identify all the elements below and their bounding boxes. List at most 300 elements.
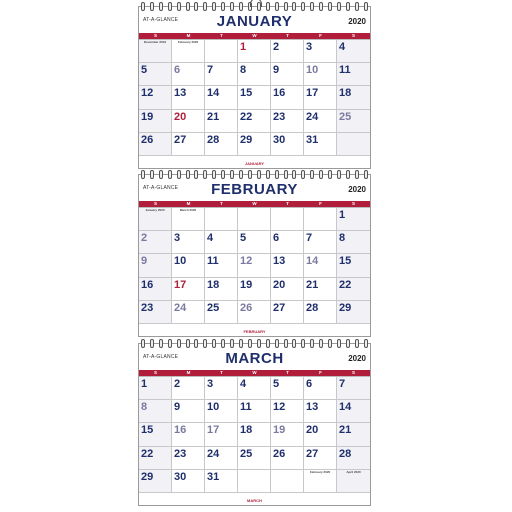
day-cell[interactable]: [271, 110, 304, 133]
spiral-ring: [177, 339, 181, 348]
weekday-label: W: [252, 201, 257, 206]
day-cell[interactable]: [205, 447, 238, 470]
month-title: FEBRUARY: [211, 181, 298, 198]
day-cell[interactable]: [238, 133, 271, 156]
day-cell[interactable]: [271, 86, 304, 109]
day-number: 11: [207, 255, 219, 268]
day-cell[interactable]: [271, 301, 304, 324]
day-number: 1: [240, 41, 247, 53]
day-cell[interactable]: [271, 40, 304, 63]
spiral-ring: [230, 339, 234, 348]
day-number: 30: [273, 133, 286, 146]
day-number: 16: [174, 424, 187, 437]
empty-day-cell[interactable]: [205, 40, 238, 63]
mini-calendar-title: February 2020: [309, 469, 331, 474]
day-cell[interactable]: [238, 301, 271, 324]
empty-day-cell[interactable]: [271, 470, 304, 493]
mini-calendar-title: February 2020: [177, 40, 199, 44]
spiral-ring: [186, 170, 190, 179]
day-cell[interactable]: [238, 447, 271, 470]
spiral-ring: [328, 339, 332, 348]
day-number: 20: [273, 278, 286, 291]
spiral-ring: [221, 339, 225, 348]
day-number: 31: [306, 133, 319, 146]
spiral-ring: [337, 2, 341, 11]
day-number: 20: [174, 110, 187, 123]
day-number: 12: [141, 87, 154, 100]
spiral-ring: [310, 339, 314, 348]
day-number: 10: [207, 401, 220, 414]
day-cell[interactable]: [205, 110, 238, 133]
empty-day-cell[interactable]: [139, 40, 172, 63]
day-number: 17: [306, 87, 319, 100]
day-number: 26: [240, 301, 253, 314]
day-number: 15: [339, 255, 352, 268]
day-cell[interactable]: [205, 470, 238, 493]
spiral-ring: [284, 170, 288, 179]
day-number: 13: [273, 255, 286, 268]
day-number: 4: [339, 41, 346, 53]
spiral-ring: [221, 2, 225, 11]
spiral-ring: [168, 170, 172, 179]
spiral-ring: [355, 170, 359, 179]
spiral-ring: [212, 339, 216, 348]
spiral-ring: [266, 2, 270, 11]
day-cell[interactable]: [271, 423, 304, 446]
spiral-ring: [346, 339, 350, 348]
day-cell[interactable]: [139, 400, 172, 423]
day-cell[interactable]: [271, 377, 304, 400]
day-cell[interactable]: [205, 278, 238, 301]
day-number: 25: [240, 447, 253, 460]
day-cell[interactable]: [337, 400, 370, 423]
spiral-ring: [337, 339, 341, 348]
day-number: 8: [339, 232, 346, 245]
day-cell[interactable]: [238, 278, 271, 301]
day-cell[interactable]: [205, 301, 238, 324]
spiral-ring: [301, 339, 305, 348]
spiral-ring: [194, 170, 198, 179]
day-number: 24: [306, 110, 319, 123]
day-number: 9: [141, 255, 148, 268]
day-cell[interactable]: [304, 86, 337, 109]
day-number: 29: [240, 133, 253, 146]
empty-day-cell[interactable]: [337, 470, 370, 493]
spiral-ring: [257, 170, 261, 179]
month-title: JANUARY: [216, 13, 293, 30]
day-cell[interactable]: [304, 254, 337, 277]
weekday-label: T: [286, 370, 289, 375]
spiral-ring: [275, 170, 279, 179]
day-cell[interactable]: [205, 400, 238, 423]
day-number: 25: [339, 110, 352, 123]
day-grid: [139, 207, 370, 324]
spiral-binding: [137, 339, 372, 349]
spiral-ring: [141, 2, 145, 11]
spiral-ring: [292, 170, 296, 179]
year-label: 2020: [348, 354, 366, 363]
empty-day-cell[interactable]: [205, 208, 238, 231]
mini-calendar-title: April 2020: [346, 469, 361, 474]
spiral-ring: [275, 339, 279, 348]
day-number: 29: [141, 470, 154, 483]
empty-day-cell[interactable]: [238, 470, 271, 493]
day-cell[interactable]: [337, 423, 370, 446]
day-cell[interactable]: [337, 254, 370, 277]
spiral-ring: [159, 170, 163, 179]
spiral-ring: [284, 2, 288, 11]
day-number: 13: [306, 401, 319, 414]
spiral-ring: [150, 339, 154, 348]
day-number: 26: [273, 447, 286, 460]
day-cell[interactable]: [271, 254, 304, 277]
spiral-ring: [319, 339, 323, 348]
day-cell[interactable]: [172, 231, 205, 254]
spiral-ring: [292, 339, 296, 348]
day-number: 6: [306, 378, 313, 390]
day-cell[interactable]: [271, 400, 304, 423]
day-number: 31: [207, 470, 220, 483]
weekday-label: S: [351, 33, 355, 38]
weekday-label: F: [319, 201, 322, 206]
spiral-ring: [310, 170, 314, 179]
day-cell[interactable]: [337, 301, 370, 324]
day-number: 5: [141, 64, 148, 77]
day-number: 26: [141, 133, 154, 146]
empty-day-cell[interactable]: [238, 208, 271, 231]
day-number: 7: [207, 64, 214, 77]
day-cell[interactable]: [337, 278, 370, 301]
spiral-ring: [301, 2, 305, 11]
hanger-hook: [250, 0, 262, 7]
spiral-ring: [364, 339, 368, 348]
day-number: 14: [306, 255, 319, 268]
day-cell[interactable]: [205, 423, 238, 446]
day-number: 28: [306, 301, 319, 314]
spiral-ring: [239, 339, 243, 348]
day-number: 27: [306, 447, 319, 460]
spiral-ring: [275, 2, 279, 11]
day-cell[interactable]: [139, 423, 172, 446]
weekday-label: T: [286, 201, 289, 206]
weekday-label: S: [153, 201, 157, 206]
day-cell[interactable]: [271, 63, 304, 86]
day-cell[interactable]: [304, 423, 337, 446]
spiral-ring: [141, 339, 145, 348]
day-cell[interactable]: [205, 86, 238, 109]
spiral-ring: [248, 339, 252, 348]
brand-logo: AT-A-GLANCE: [143, 17, 179, 23]
day-cell[interactable]: [337, 63, 370, 86]
day-number: 28: [207, 133, 220, 146]
day-number: 11: [240, 401, 252, 414]
day-number: 24: [207, 447, 220, 460]
day-number: 2: [273, 41, 280, 53]
day-number: 17: [207, 424, 220, 437]
spiral-ring: [355, 339, 359, 348]
day-number: 21: [207, 110, 220, 123]
spiral-ring: [168, 339, 172, 348]
empty-day-cell[interactable]: [337, 133, 370, 156]
spiral-ring: [355, 2, 359, 11]
day-cell[interactable]: [271, 133, 304, 156]
day-number: 8: [141, 401, 148, 414]
day-cell[interactable]: [139, 254, 172, 277]
empty-day-cell[interactable]: [304, 208, 337, 231]
weekday-label: W: [252, 33, 257, 38]
day-number: 12: [240, 255, 253, 268]
day-number: 18: [207, 278, 220, 291]
day-cell[interactable]: [304, 377, 337, 400]
day-cell[interactable]: [139, 278, 172, 301]
day-number: 17: [174, 278, 187, 291]
day-number: 30: [174, 470, 187, 483]
day-cell[interactable]: [139, 231, 172, 254]
day-cell[interactable]: [238, 254, 271, 277]
mini-calendar-title: December 2019: [143, 40, 166, 44]
day-number: 3: [306, 41, 313, 53]
day-cell[interactable]: [304, 301, 337, 324]
day-number: 19: [240, 278, 253, 291]
spiral-ring: [257, 339, 261, 348]
weekday-label: M: [186, 201, 191, 206]
empty-day-cell[interactable]: [172, 40, 205, 63]
day-number: 18: [240, 424, 253, 437]
day-number: 4: [207, 232, 214, 245]
spiral-ring: [301, 170, 305, 179]
weekday-label: S: [351, 201, 355, 206]
spiral-ring: [177, 2, 181, 11]
spiral-ring: [168, 2, 172, 11]
day-number: 22: [240, 110, 253, 123]
day-number: 8: [240, 64, 247, 77]
day-number: 27: [174, 133, 187, 146]
weekday-label: M: [186, 33, 191, 38]
day-cell[interactable]: [238, 377, 271, 400]
spiral-ring: [328, 2, 332, 11]
day-cell[interactable]: [238, 40, 271, 63]
day-cell[interactable]: [139, 63, 172, 86]
spiral-ring: [177, 170, 181, 179]
spiral-ring: [230, 2, 234, 11]
day-number: 9: [273, 64, 280, 77]
brand-logo: AT-A-GLANCE: [143, 185, 179, 191]
spiral-ring: [203, 2, 207, 11]
spiral-ring: [159, 2, 163, 11]
day-cell[interactable]: [304, 231, 337, 254]
day-cell[interactable]: [304, 447, 337, 470]
month-footer-label: JANUARY: [244, 161, 265, 166]
spiral-ring: [194, 2, 198, 11]
day-cell[interactable]: [172, 301, 205, 324]
mini-calendar: [140, 209, 170, 212]
empty-day-cell[interactable]: [139, 208, 172, 231]
day-cell[interactable]: [271, 447, 304, 470]
spiral-ring: [319, 2, 323, 11]
day-number: 23: [273, 110, 286, 123]
day-number: 4: [240, 378, 247, 390]
mini-calendar: [338, 471, 369, 474]
day-number: 12: [273, 401, 286, 414]
day-cell[interactable]: [304, 110, 337, 133]
day-cell[interactable]: [271, 278, 304, 301]
day-cell[interactable]: [304, 63, 337, 86]
day-cell[interactable]: [238, 110, 271, 133]
weekday-label: S: [153, 370, 157, 375]
day-cell[interactable]: [205, 254, 238, 277]
day-cell[interactable]: [205, 133, 238, 156]
day-cell[interactable]: [304, 40, 337, 63]
day-number: 19: [273, 424, 286, 437]
day-cell[interactable]: [205, 377, 238, 400]
spiral-ring: [212, 2, 216, 11]
empty-day-cell[interactable]: [172, 208, 205, 231]
day-number: 9: [174, 401, 181, 414]
day-number: 27: [273, 301, 286, 314]
day-cell[interactable]: [238, 63, 271, 86]
day-cell[interactable]: [172, 447, 205, 470]
day-number: 13: [174, 87, 187, 100]
spiral-ring: [346, 2, 350, 11]
day-cell[interactable]: [139, 86, 172, 109]
brand-logo: AT-A-GLANCE: [143, 354, 179, 360]
spiral-ring: [230, 170, 234, 179]
day-number: 21: [339, 424, 352, 437]
day-cell[interactable]: [172, 470, 205, 493]
spiral-binding: [137, 170, 372, 180]
day-number: 3: [207, 378, 214, 390]
mini-calendar-title: January 2020: [145, 208, 165, 212]
weekday-label: F: [319, 370, 322, 375]
spiral-ring: [284, 339, 288, 348]
day-number: 29: [339, 301, 352, 314]
spiral-ring: [328, 170, 332, 179]
day-cell[interactable]: [337, 40, 370, 63]
day-cell[interactable]: [172, 133, 205, 156]
spiral-ring: [239, 170, 243, 179]
day-number: 7: [306, 232, 313, 245]
day-number: 23: [141, 301, 154, 314]
spiral-ring: [150, 2, 154, 11]
empty-day-cell[interactable]: [304, 470, 337, 493]
day-number: 23: [174, 447, 187, 460]
day-number: 22: [339, 278, 352, 291]
spiral-ring: [186, 2, 190, 11]
spiral-ring: [319, 170, 323, 179]
day-number: 16: [273, 87, 286, 100]
day-cell[interactable]: [304, 400, 337, 423]
spiral-ring: [203, 339, 207, 348]
mini-calendar: [173, 209, 203, 212]
day-cell[interactable]: [238, 231, 271, 254]
month-page-january: [138, 6, 371, 169]
day-grid: [139, 39, 370, 156]
day-cell[interactable]: [271, 231, 304, 254]
day-number: 18: [339, 87, 352, 100]
day-number: 25: [207, 301, 220, 314]
spiral-ring: [346, 170, 350, 179]
mini-calendar-title: March 2020: [179, 208, 197, 212]
day-cell[interactable]: [172, 110, 205, 133]
spiral-ring: [150, 170, 154, 179]
spiral-ring: [203, 170, 207, 179]
spiral-ring: [364, 170, 368, 179]
weekday-label: T: [220, 33, 223, 38]
month-footer-label: FEBRUARY: [243, 329, 266, 334]
day-cell[interactable]: [139, 447, 172, 470]
month-page-february: [138, 174, 371, 337]
spiral-ring: [364, 2, 368, 11]
day-cell[interactable]: [337, 447, 370, 470]
day-cell[interactable]: [304, 278, 337, 301]
day-cell[interactable]: [337, 110, 370, 133]
day-cell[interactable]: [172, 278, 205, 301]
month-page-march: [138, 343, 371, 506]
weekday-label: T: [220, 370, 223, 375]
day-number: 3: [174, 232, 181, 245]
day-cell[interactable]: [337, 208, 370, 231]
spiral-ring: [159, 339, 163, 348]
day-cell[interactable]: [205, 231, 238, 254]
day-cell[interactable]: [205, 63, 238, 86]
day-number: 1: [339, 209, 346, 221]
day-number: 24: [174, 301, 187, 314]
day-number: 5: [273, 378, 280, 390]
day-number: 6: [174, 64, 181, 77]
day-number: 22: [141, 447, 154, 460]
day-cell[interactable]: [172, 63, 205, 86]
day-cell[interactable]: [337, 377, 370, 400]
day-cell[interactable]: [172, 400, 205, 423]
day-cell[interactable]: [139, 301, 172, 324]
weekday-label: F: [319, 33, 322, 38]
spiral-ring: [221, 170, 225, 179]
day-cell[interactable]: [337, 231, 370, 254]
day-cell[interactable]: [238, 400, 271, 423]
day-cell[interactable]: [139, 470, 172, 493]
day-cell[interactable]: [337, 86, 370, 109]
spiral-ring: [292, 2, 296, 11]
day-cell[interactable]: [172, 377, 205, 400]
spiral-ring: [310, 2, 314, 11]
day-cell[interactable]: [139, 110, 172, 133]
day-number: 20: [306, 424, 319, 437]
day-number: 15: [141, 424, 154, 437]
day-grid: [139, 376, 370, 493]
day-cell[interactable]: [238, 86, 271, 109]
day-number: 19: [141, 110, 154, 123]
day-cell[interactable]: [172, 86, 205, 109]
day-cell[interactable]: [139, 377, 172, 400]
mini-calendar: [173, 41, 203, 44]
day-cell[interactable]: [139, 133, 172, 156]
day-cell[interactable]: [304, 133, 337, 156]
day-number: 21: [306, 278, 319, 291]
day-number: 2: [141, 232, 148, 245]
day-number: 10: [306, 64, 319, 77]
month-title: MARCH: [225, 350, 284, 367]
day-cell[interactable]: [172, 254, 205, 277]
spiral-ring: [194, 339, 198, 348]
day-number: 16: [141, 278, 154, 291]
day-cell[interactable]: [238, 423, 271, 446]
month-footer-label: MARCH: [247, 498, 262, 503]
day-number: 11: [339, 64, 351, 77]
day-number: 2: [174, 378, 181, 390]
empty-day-cell[interactable]: [271, 208, 304, 231]
mini-calendar: [140, 41, 170, 44]
day-cell[interactable]: [172, 423, 205, 446]
